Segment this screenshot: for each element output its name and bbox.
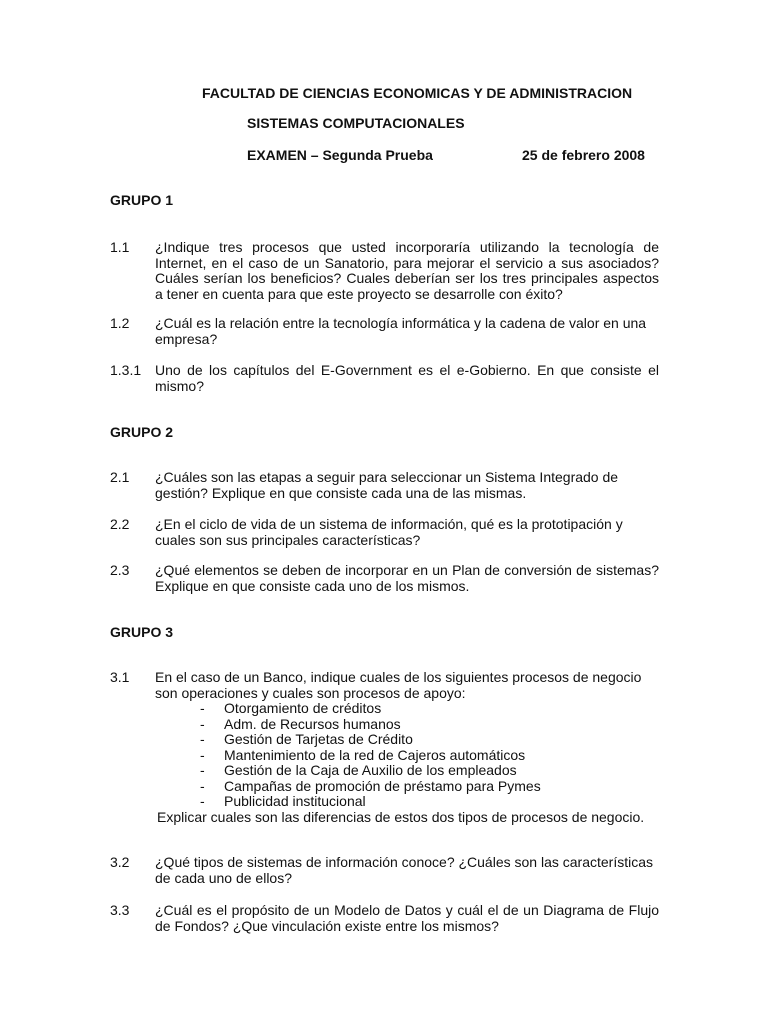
question-number: 1.1	[110, 239, 130, 255]
group-1-title: GRUPO 1	[110, 192, 174, 208]
question-text: ¿Cuáles son las etapas a seguir para seleccionar un Sistema Integrado de gestión? Explique en que consiste cada una de las mismas.	[155, 469, 619, 501]
question-number: 3.1	[110, 669, 130, 685]
question-closing: Explicar cuales son las diferencias de estos dos tipos de procesos de negocio.	[157, 809, 645, 825]
faculty-title: FACULTAD DE CIENCIAS ECONOMICAS Y DE ADMINISTRACION	[202, 85, 633, 101]
list-item-text: Mantenimiento de la red de Cajeros automáticos	[224, 746, 526, 763]
exam-date: 25 de febrero 2008	[522, 147, 645, 163]
list-item	[200, 763, 541, 779]
list-item	[200, 717, 541, 733]
list-bullet: -	[200, 715, 205, 732]
list-item-text: Gestión de Tarjetas de Crédito	[224, 731, 413, 747]
question-text: En el caso de un Banco, indique cuales de los siguientes procesos de negocio son operaciones y cuales son procesos de apoyo:	[155, 669, 642, 701]
question-text: ¿Qué tipos de sistemas de información conoce? ¿Cuáles son las características de cada uno de ellos?	[155, 854, 654, 886]
question-text: ¿Cuál es la relación entre la tecnología informática y la cadena de valor en una empresa?	[155, 315, 647, 347]
group-2-title: GRUPO 2	[110, 424, 174, 440]
question-text: ¿Indique tres procesos que usted incorporaría utilizando la tecnología de Internet, en el caso de un Sanatorio, para mejorar el servicio a sus asociados? Cuáles serían los beneficios? Cuales deberían ser los tres principales aspectos a tener en cuenta para que este proyecto se desarrolle con éxito?	[155, 239, 659, 302]
list-item-text: Otorgamiento de créditos	[224, 700, 382, 716]
group-3-title: GRUPO 3	[110, 624, 174, 640]
course-title: SISTEMAS COMPUTACIONALES	[247, 115, 465, 131]
list-bullet: -	[200, 746, 205, 763]
list-bullet: -	[200, 762, 205, 778]
exam-title: EXAMEN – Segunda Prueba	[247, 147, 433, 163]
question-number: 1.3.1	[110, 362, 142, 378]
list-item	[200, 701, 541, 717]
question-number: 1.2	[110, 315, 130, 331]
list-bullet: -	[200, 793, 205, 809]
question-text: ¿En el ciclo de vida de un sistema de información, qué es la prototipación y cuales son sus principales características?	[155, 516, 623, 548]
list-item-text: Adm. de Recursos humanos	[224, 715, 401, 732]
question-number: 3.2	[110, 854, 130, 870]
question-text: Uno de los capítulos del E-Government es el e-Gobierno. En que consiste el mismo?	[155, 362, 659, 394]
list-bullet: -	[200, 731, 205, 747]
question-number: 2.1	[110, 469, 130, 485]
question-text: ¿Cuál es el propósito de un Modelo de Datos y cuál el de un Diagrama de Flujo de Fondos? ¿Que vinculación existe entre los mismos?	[155, 902, 659, 934]
question-text: ¿Qué elementos se deben de incorporar en un Plan de conversión de sistemas? Explique en que consiste cada uno de los mismos.	[155, 562, 659, 594]
list-item	[200, 748, 541, 764]
list-bullet: -	[200, 777, 205, 794]
process-list	[200, 701, 541, 810]
list-bullet: -	[200, 700, 205, 716]
list-item	[200, 732, 541, 748]
question-number: 2.2	[110, 516, 130, 532]
list-item-text: Gestión de la Caja de Auxilio de los empleados	[224, 762, 517, 778]
list-item-text: Campañas de promoción de préstamo para Pymes	[224, 777, 541, 794]
list-item	[200, 779, 541, 795]
list-item	[200, 794, 541, 810]
question-number: 2.3	[110, 562, 130, 578]
list-item-text: Publicidad institucional	[224, 793, 366, 809]
question-number: 3.3	[110, 902, 130, 918]
